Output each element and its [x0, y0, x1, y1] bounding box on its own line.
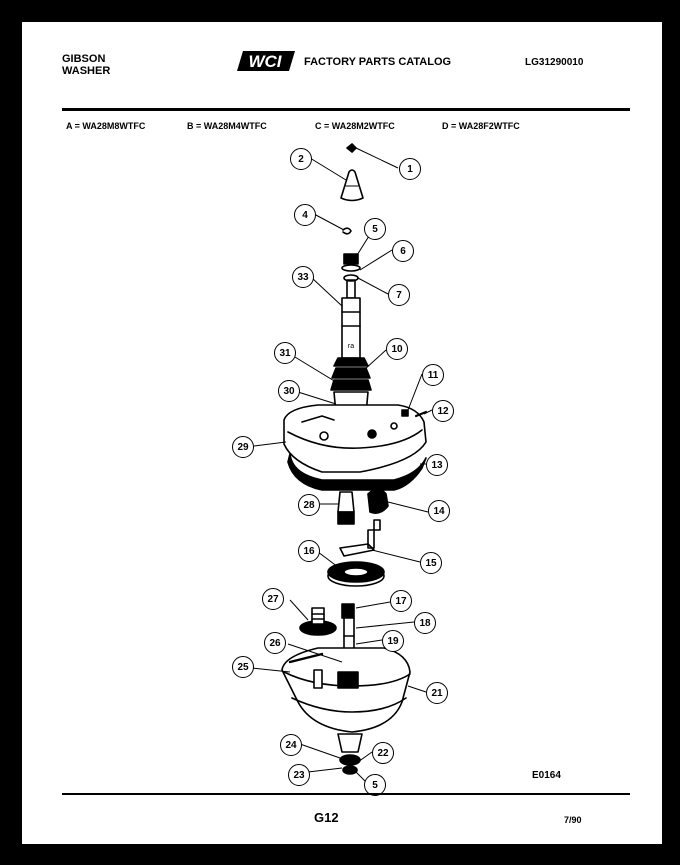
callout-23: 23 [288, 764, 310, 786]
svg-text:ra: ra [347, 343, 355, 350]
callout-1: 1 [399, 158, 421, 180]
callout-17: 17 [390, 590, 412, 612]
callout-5-lower: 5 [364, 774, 386, 796]
exploded-parts-diagram [22, 22, 662, 844]
callout-19: 19 [382, 630, 404, 652]
callout-29: 29 [232, 436, 254, 458]
callout-2: 2 [290, 148, 312, 170]
callout-13: 13 [426, 454, 448, 476]
callout-25: 25 [232, 656, 254, 678]
logo-text: WCI [248, 52, 282, 71]
callout-12: 12 [432, 400, 454, 422]
callout-15: 15 [420, 552, 442, 574]
callout-16: 16 [298, 540, 320, 562]
callout-26: 26 [264, 632, 286, 654]
diagram-code: E0164 [532, 770, 561, 781]
callout-5-upper: 5 [364, 218, 386, 240]
model-a: A = WA28M8WTFC [66, 121, 146, 131]
callout-28: 28 [298, 494, 320, 516]
footer-rule [62, 793, 630, 795]
brand-name: GIBSON [62, 53, 106, 65]
callout-7: 7 [388, 284, 410, 306]
callout-24: 24 [280, 734, 302, 756]
catalog-title: FACTORY PARTS CATALOG [304, 56, 452, 68]
callout-14: 14 [428, 500, 450, 522]
callout-27: 27 [262, 588, 284, 610]
catalog-code: LG31290010 [525, 57, 584, 68]
catalog-page [22, 22, 662, 844]
callout-10: 10 [386, 338, 408, 360]
callout-30: 30 [278, 380, 300, 402]
page-number: G12 [314, 810, 339, 825]
revision-date: 7/90 [564, 815, 582, 825]
callout-21: 21 [426, 682, 448, 704]
callout-33: 33 [292, 266, 314, 288]
product-name: WASHER [62, 65, 111, 77]
callout-6: 6 [392, 240, 414, 262]
callout-11: 11 [422, 364, 444, 386]
model-d: D = WA28F2WTFC [442, 121, 520, 131]
model-c: C = WA28M2WTFC [315, 121, 395, 131]
model-b: B = WA28M4WTFC [187, 121, 267, 131]
callout-22: 22 [372, 742, 394, 764]
callout-4: 4 [294, 204, 316, 226]
callout-18: 18 [414, 612, 436, 634]
callout-31: 31 [274, 342, 296, 364]
